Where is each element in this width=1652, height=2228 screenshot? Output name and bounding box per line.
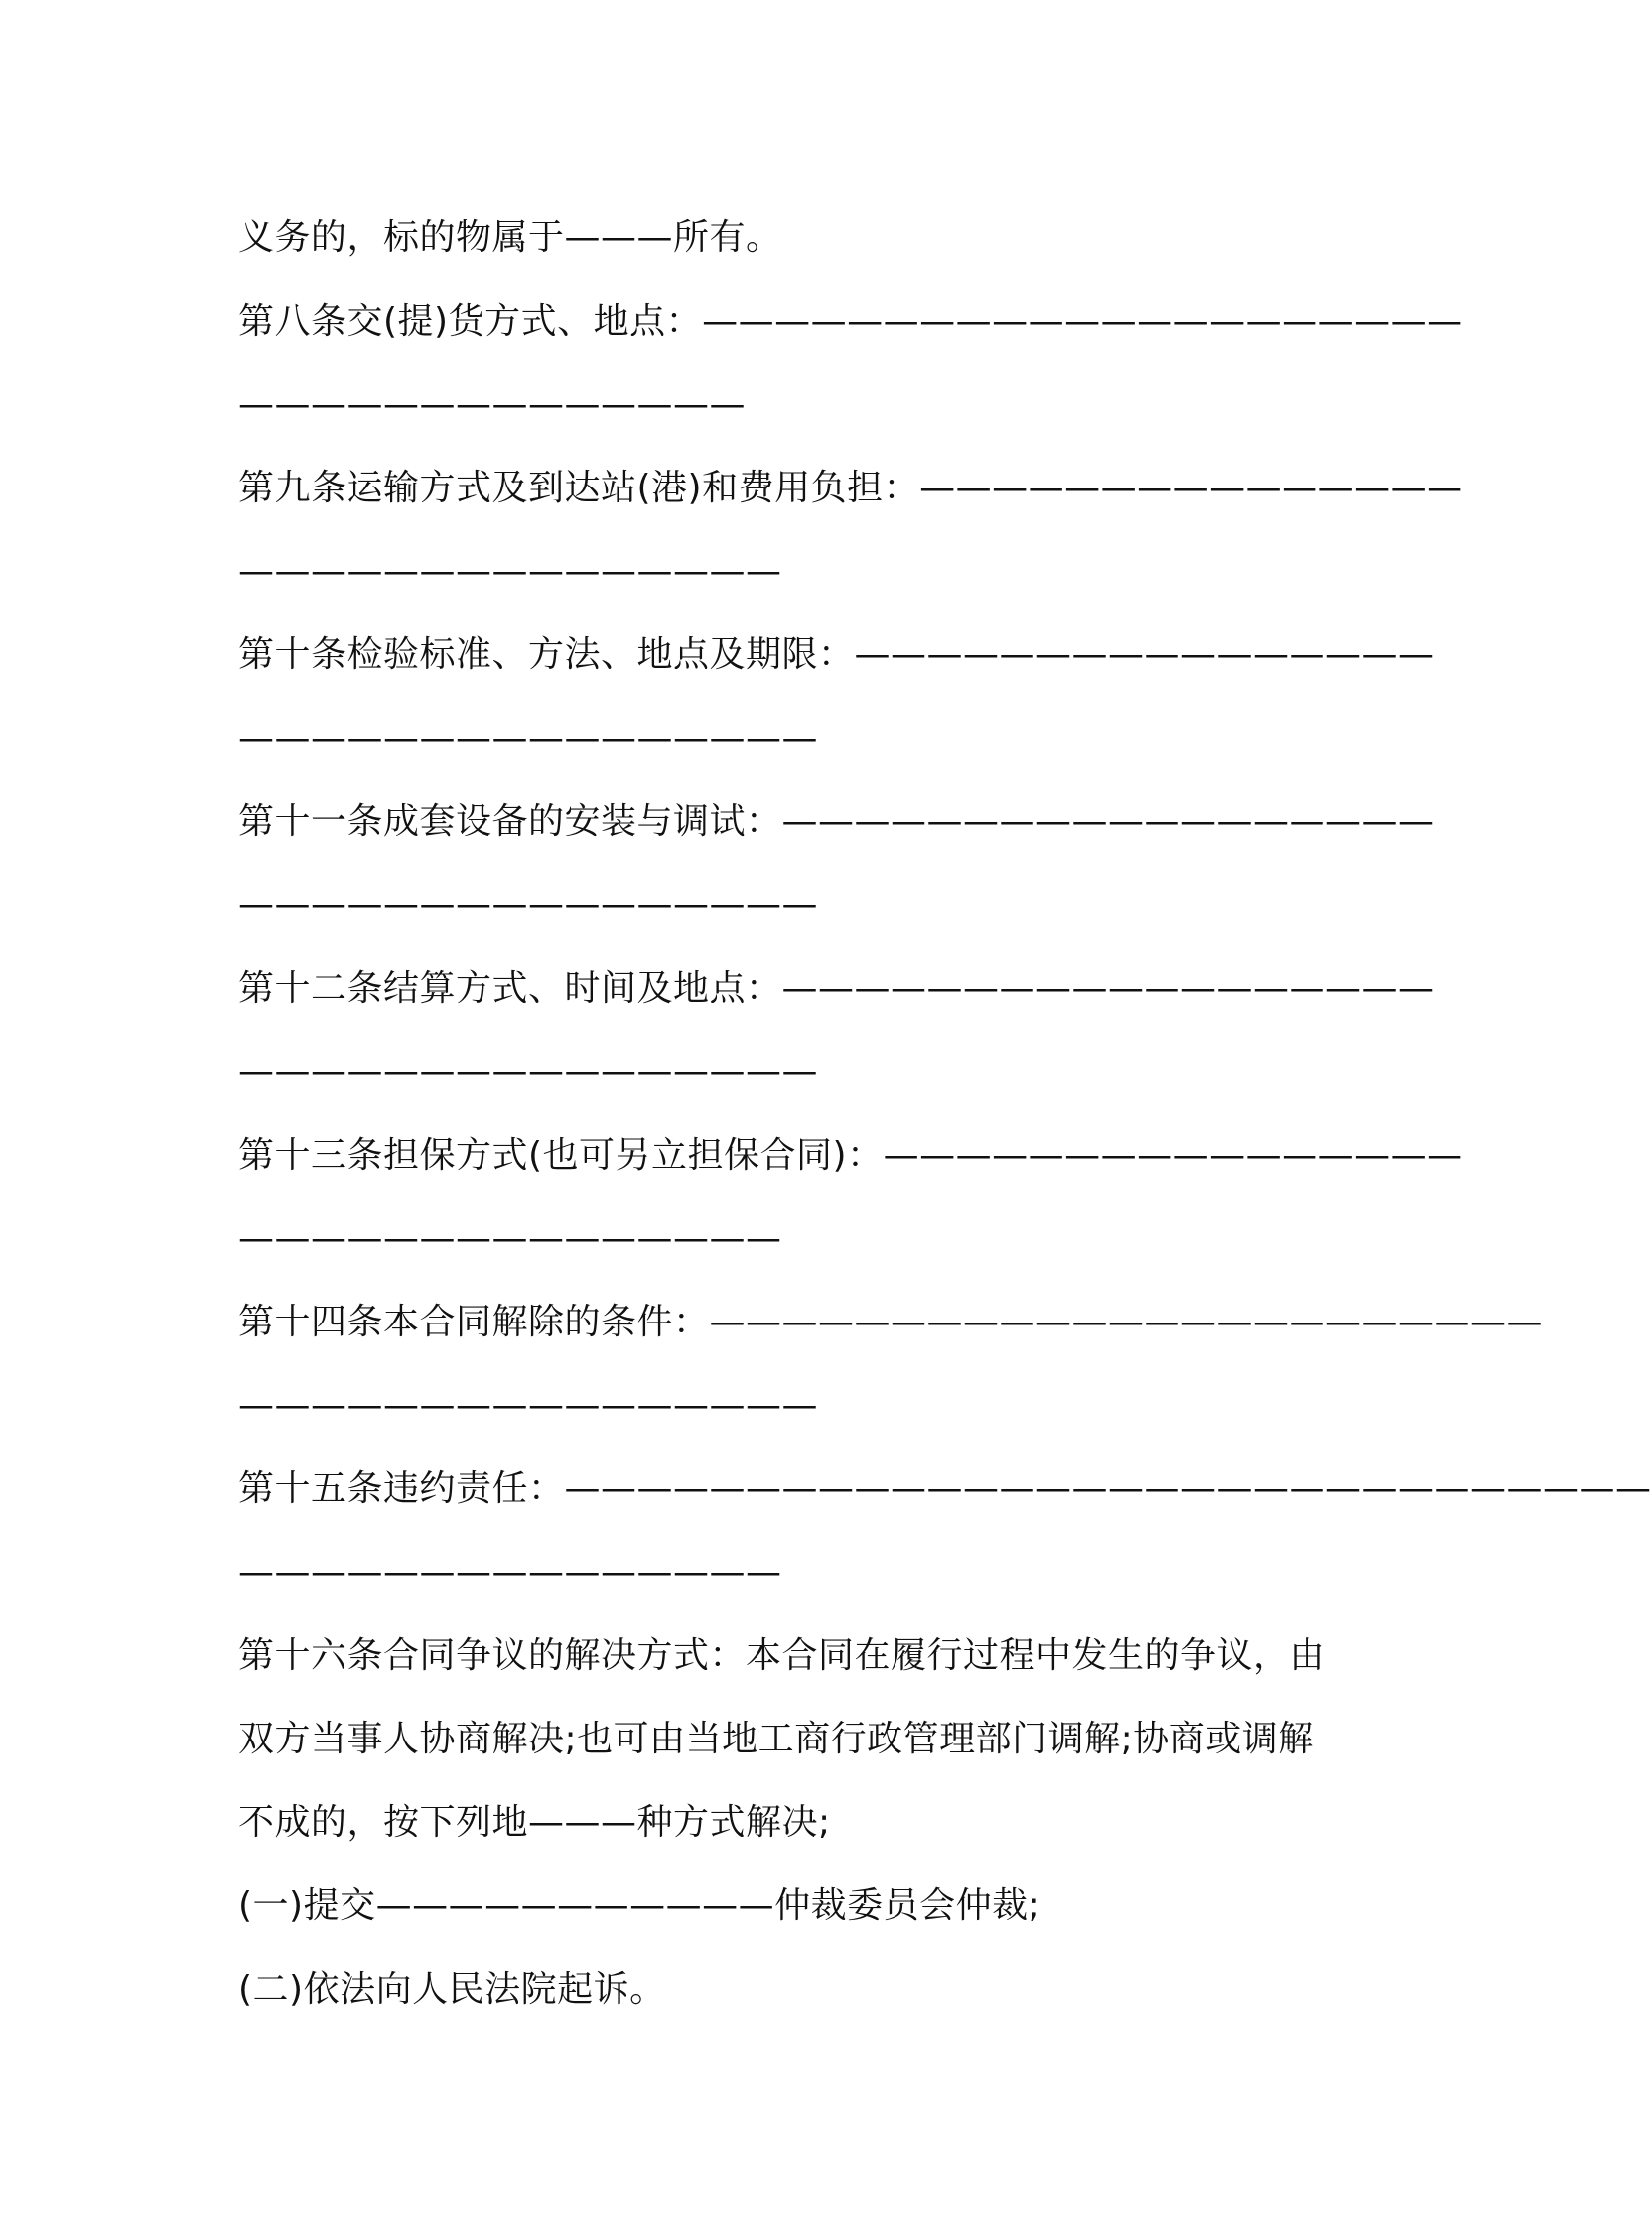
- blank-line: ————————————————: [238, 885, 818, 925]
- document-body: [238, 197, 1652, 2031]
- clause-11-line: 第十一条成套设备的安装与调试：——————————————————: [238, 801, 1435, 842]
- blank-line: ——————————————: [238, 384, 746, 425]
- text-line: 不成的，按下列地———种方式解决;: [238, 1802, 831, 1843]
- clause-14-line: 第十四条本合同解除的条件：———————————————————————: [238, 1302, 1544, 1342]
- text-line: 双方当事人协商解决;也可由当地工商行政管理部门调解;协商或调解: [238, 1719, 1314, 1759]
- blank-line: ————————————————: [238, 1385, 818, 1426]
- clause-16-line: 第十六条合同争议的解决方式：本合同在履行过程中发生的争议，由: [238, 1635, 1326, 1676]
- clause-8-line: 第八条交(提)货方式、地点：—————————————————————: [238, 301, 1463, 342]
- blank-line: ———————————————: [238, 1552, 782, 1593]
- blank-line: ———————————————: [238, 1218, 782, 1259]
- clause-13-line: 第十三条担保方式(也可另立担保合同)：————————————————: [238, 1135, 1463, 1176]
- option-2-line: (二)依法向人民法院起诉。: [238, 1969, 666, 2010]
- clause-15-line: 第十五条违约责任：——————————————————————————————: [238, 1468, 1652, 1509]
- blank-line: ————————————————: [238, 1051, 818, 1092]
- text-line: 义务的，标的物属于———所有。: [238, 217, 782, 258]
- blank-line: ———————————————: [238, 551, 782, 592]
- clause-10-line: 第十条检验标准、方法、地点及期限：————————————————: [238, 634, 1435, 675]
- clause-12-line: 第十二条结算方式、时间及地点：——————————————————: [238, 968, 1435, 1009]
- blank-line: ————————————————: [238, 718, 818, 759]
- option-1-line: (一)提交———————————仲裁委员会仲裁;: [238, 1885, 1041, 1926]
- clause-9-line: 第九条运输方式及到达站(港)和费用负担：———————————————: [238, 468, 1463, 508]
